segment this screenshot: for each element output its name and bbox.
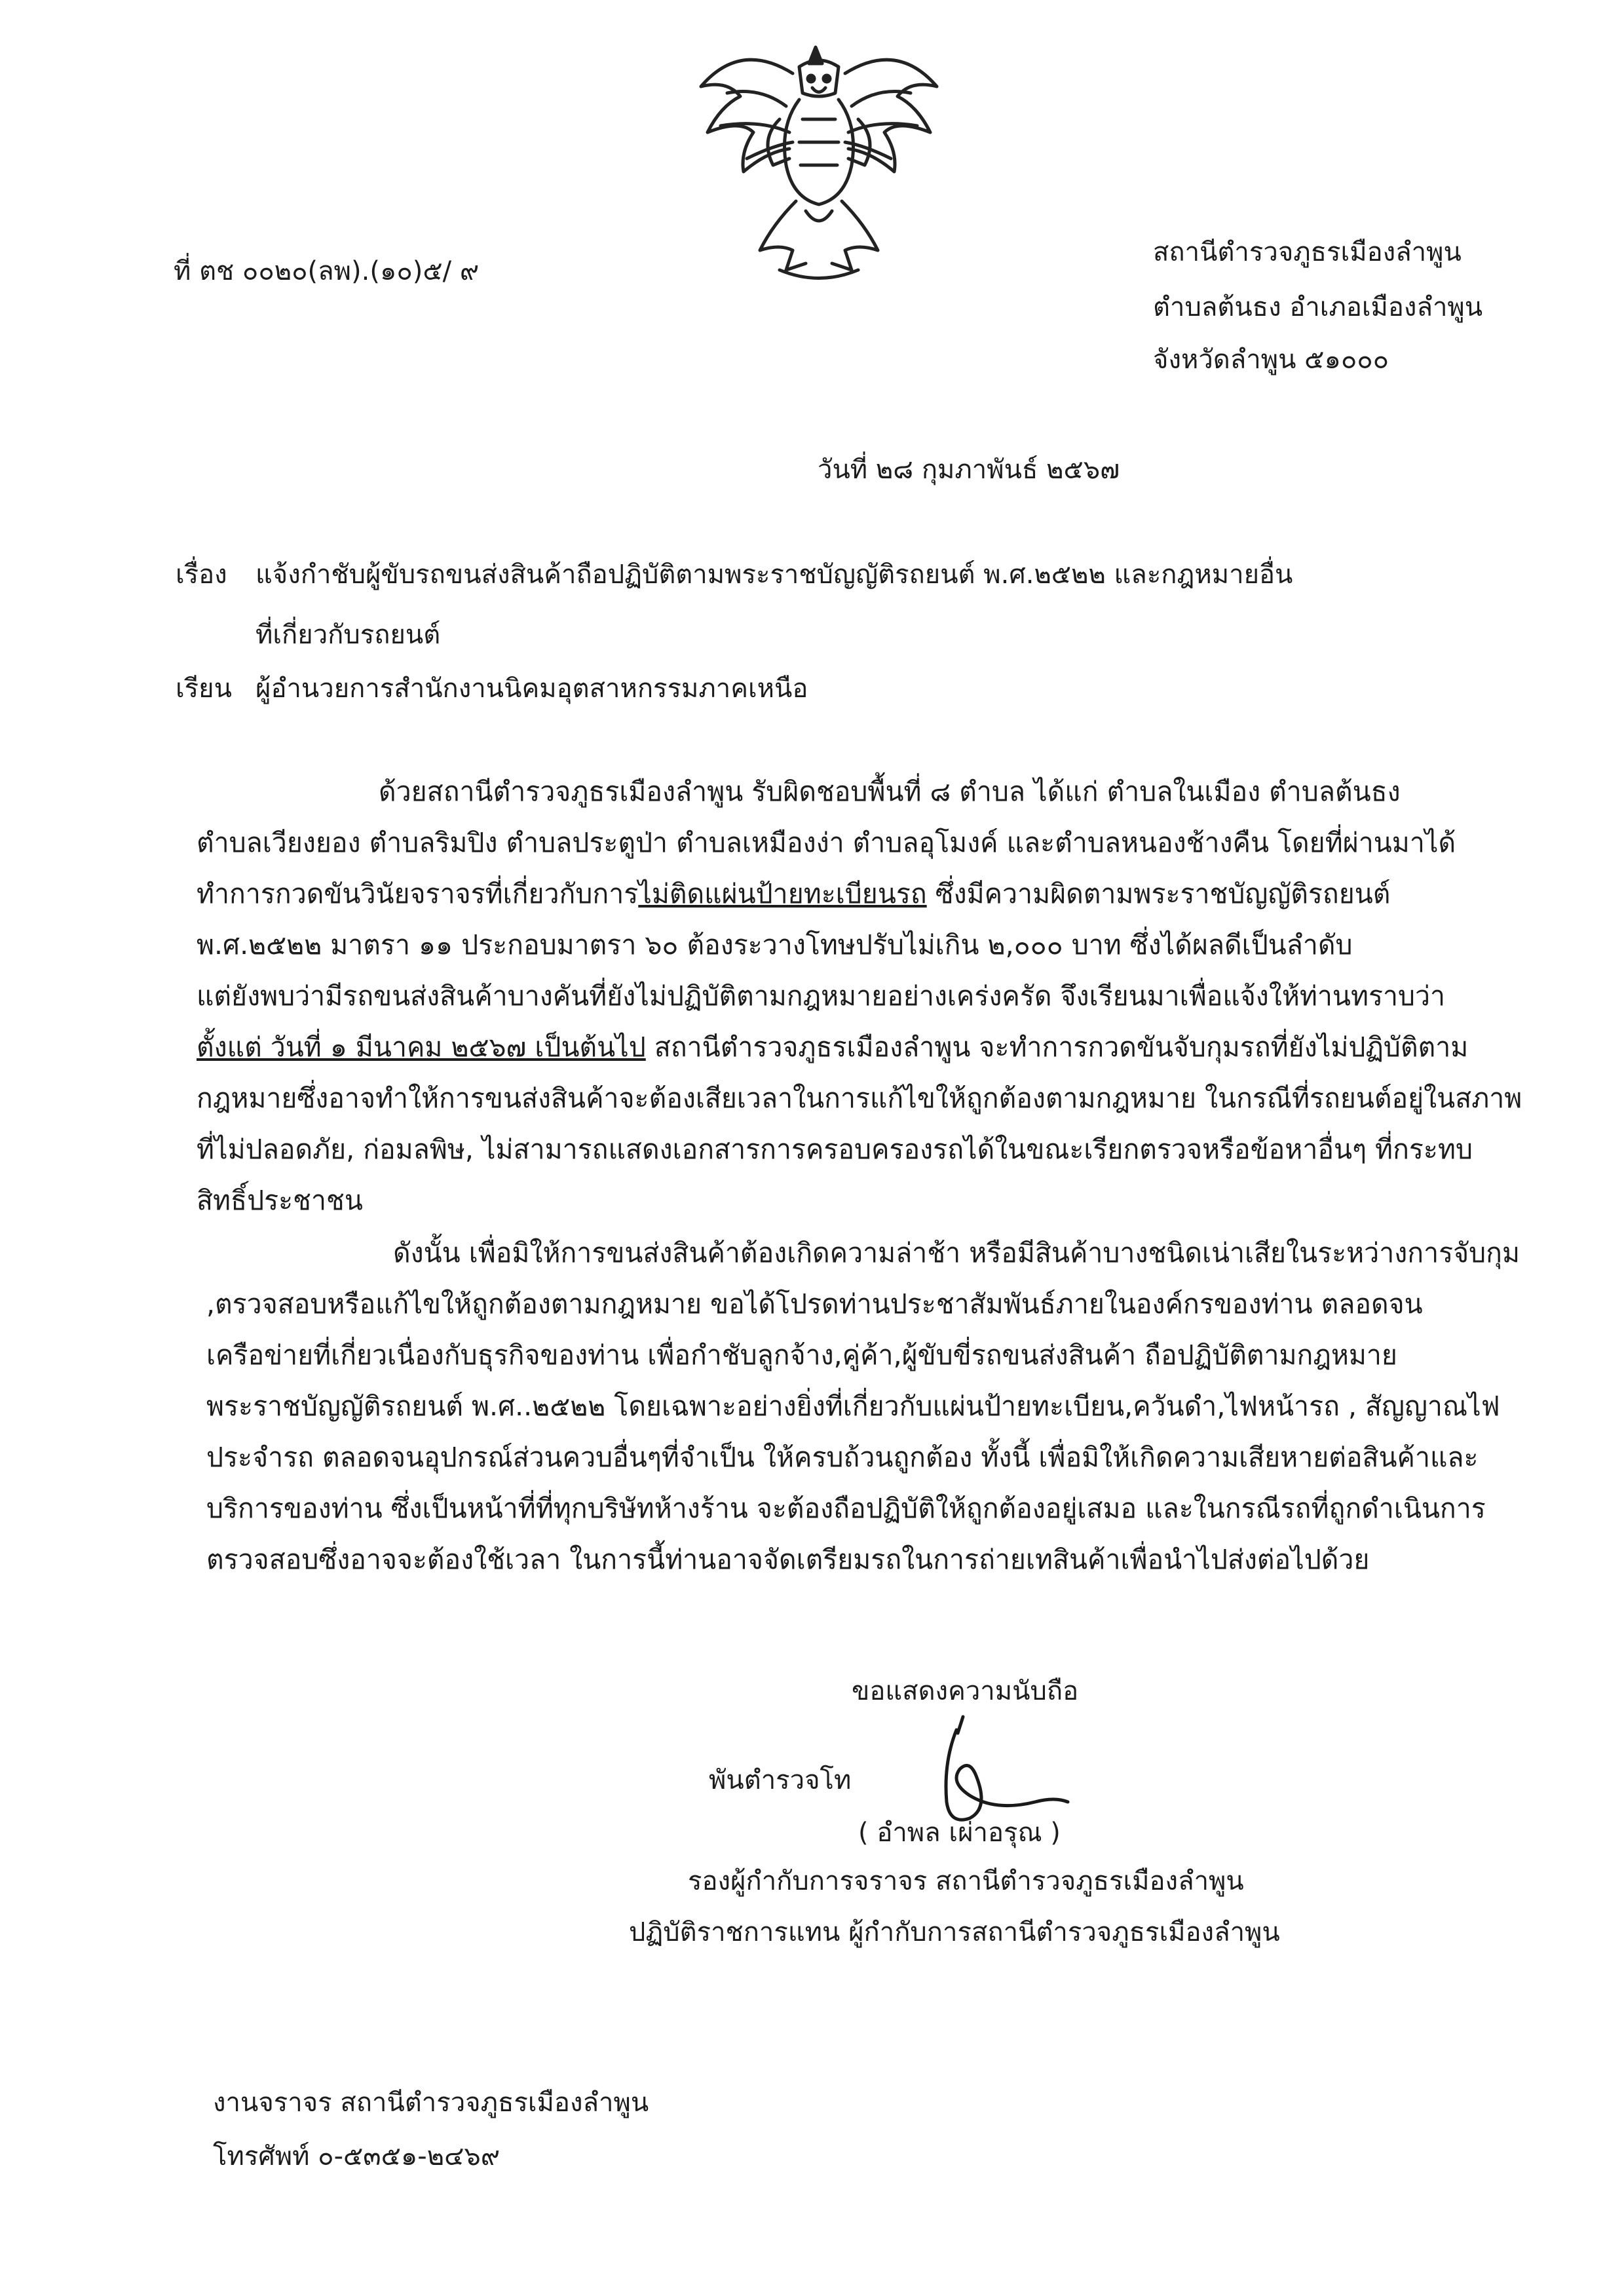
- p2-line-4: พระราชบัญญัติรถยนต์ พ.ศ..๒๕๒๒ โดยเฉพาะอย่างยิ่งที่เกี่ยวกับแผ่นป้ายทะเบียน,ควันดำ,ไฟหน้ารถ , สัญญาณไฟ: [206, 1390, 1500, 1422]
- p1-line-7: กฎหมายซึ่งอาจทำให้การขนส่งสินค้าจะต้องเสียเวลาในการแก้ไขให้ถูกต้องตามกฎหมาย ในกรณีที่รถยนต์อยู่ในสภาพ: [197, 1082, 1522, 1114]
- signer-rank: พันตำรวจโท: [709, 1765, 852, 1795]
- subject-line-1: แจ้งกำชับผู้ขับรถขนส่งสินค้าถือปฏิบัติตามพระราชบัญญัติรถยนต์ พ.ศ.๒๕๒๒ และกฎหมายอื่น: [255, 560, 1293, 590]
- reference-number: ที่ ตช ๐๐๒๐(ลพ).(๑๐)๕/ ๙: [174, 256, 480, 286]
- p2-line-1: ดังนั้น เพื่อมิให้การขนส่งสินค้าต้องเกิดความล่าช้า หรือมีสินค้าบางชนิดเน่าเสียในระหว่างการจับกุม: [393, 1237, 1520, 1269]
- recipient-label: เรียน: [176, 674, 232, 704]
- p1-line-3: [197, 870, 1390, 917]
- p2-line-2: ,ตรวจสอบหรือแก้ไขให้ถูกต้องตามกฎหมาย ขอได้โปรดท่านประชาสัมพันธ์ภายในองค์กรของท่าน ตลอดจน: [206, 1288, 1423, 1320]
- recipient-text: ผู้อำนวยการสำนักงานนิคมอุตสาหกรรมภาคเหนือ: [255, 674, 808, 704]
- signer-name: ( อำพล เผ่าอรุณ ): [858, 1818, 1061, 1848]
- office-line-3: จังหวัดลำพูน ๕๑๐๐๐: [1153, 345, 1389, 375]
- subject-line-2: ที่เกี่ยวกับรถยนต์: [255, 620, 441, 650]
- p1-line-5: แต่ยังพบว่ามีรถขนส่งสินค้าบางคันที่ยังไม่ปฏิบัติตามกฎหมายอย่างเคร่งครัด จึงเรียนมาเพื่อแจ้งให้ท่านทราบว่า: [197, 980, 1446, 1012]
- footer-phone: โทรศัพท์ ๐-๕๓๕๑-๒๔๖๙: [213, 2141, 500, 2172]
- p2-line-7: ตรวจสอบซึ่งอาจจะต้องใช้เวลา ในการนี้ท่านอาจจัดเตรียมรถในการถ่ายเทสินค้าเพื่อนำไปส่งต่อไปด้วย: [206, 1544, 1370, 1575]
- p1-line-6-end: สถานีตำรวจภูธรเมืองลำพูน จะทำการกวดขันจับกุมรถที่ยังไม่ปฏิบัติตาม: [645, 1031, 1469, 1063]
- signer-position-2: ปฏิบัติราชการแทน ผู้กำกับการสถานีตำรวจภูธรเมืองลำพูน: [629, 1917, 1280, 1947]
- p2-line-5: ประจำรถ ตลอดจนอุปกรณ์ส่วนควบอื่นๆที่จำเป็น ให้ครบถ้วนถูกต้อง ทั้งนี้ เพื่อมิให้เกิดความเสียหายต่อสินค้าและ: [206, 1442, 1479, 1473]
- p1-line-9: สิทธิ์ประชาชน: [197, 1185, 363, 1216]
- p1-line-8: ที่ไม่ปลอดภัย, ก่อมลพิษ, ไม่สามารถแสดงเอกสารการครอบครองรถได้ในขณะเรียกตรวจหรือข้อหาอื่นๆ ที่กระทบ: [197, 1134, 1473, 1165]
- p1-line-6: [197, 1024, 1468, 1071]
- p1-line-1: ด้วยสถานีตำรวจภูธรเมืองลำพูน รับผิดชอบพื้นที่ ๘ ตำบล ได้แก่ ตำบลในเมือง ตำบลต้นธง: [379, 776, 1401, 807]
- p1-line-2: ตำบลเวียงยอง ตำบลริมปิง ตำบลประตูป่า ตำบลเหมืองง่า ตำบลอุโมงค์ และตำบลหนองช้างคืน โดยที่ผ่านมาได้: [197, 827, 1456, 858]
- p1-line-3-start: ทำการกวดขันวินัยจราจรที่เกี่ยวกับการ: [197, 878, 639, 909]
- garuda-emblem-icon: [681, 34, 956, 296]
- effective-date-emphasis: ตั้งแต่ วันที่ ๑ มีนาคม ๒๕๖๗ เป็นต้นไป: [197, 1031, 646, 1063]
- signer-position-1: รองผู้กำกับการจราจร สถานีตำรวจภูธรเมืองลำพูน: [688, 1866, 1244, 1896]
- p2-line-3: เครือข่ายที่เกี่ยวเนื่องกับธุรกิจของท่าน เพื่อกำชับลูกจ้าง,คู่ค้า,ผู้ขับขี่รถขนส่งสินค้า ถือปฏิบัติตามกฎหมาย: [206, 1339, 1397, 1371]
- footer-department: งานจราจร สถานีตำรวจภูธรเมืองลำพูน: [213, 2088, 649, 2118]
- office-line-1: สถานีตำรวจภูธรเมืองลำพูน: [1153, 237, 1462, 267]
- subject-label: เรื่อง: [176, 560, 227, 590]
- p1-line-4: พ.ศ.๒๕๒๒ มาตรา ๑๑ ประกอบมาตรา ๖๐ ต้องระวางโทษปรับไม่เกิน ๒,๐๐๐ บาท ซึ่งได้ผลดีเป็นลำดับ: [197, 929, 1353, 961]
- p1-line-3-end: ซึ่งมีความผิดตามพระราชบัญญัติรถยนต์: [926, 878, 1391, 909]
- unregistered-plate-emphasis: ไม่ติดแผ่นป้ายทะเบียนรถ: [638, 878, 927, 909]
- document-date: วันที่ ๒๘ กุมภาพันธ์ ๒๕๖๗: [818, 455, 1120, 485]
- closing-salutation: ขอแสดงความนับถือ: [852, 1676, 1079, 1706]
- p2-line-6: บริการของท่าน ซึ่งเป็นหน้าที่ที่ทุกบริษัทห้างร้าน จะต้องถือปฏิบัติให้ถูกต้องอยู่เสมอ และในกรณีรถที่ถูกดำเนินการ: [206, 1493, 1486, 1524]
- office-line-2: ตำบลต้นธง อำเภอเมืองลำพูน: [1153, 292, 1483, 322]
